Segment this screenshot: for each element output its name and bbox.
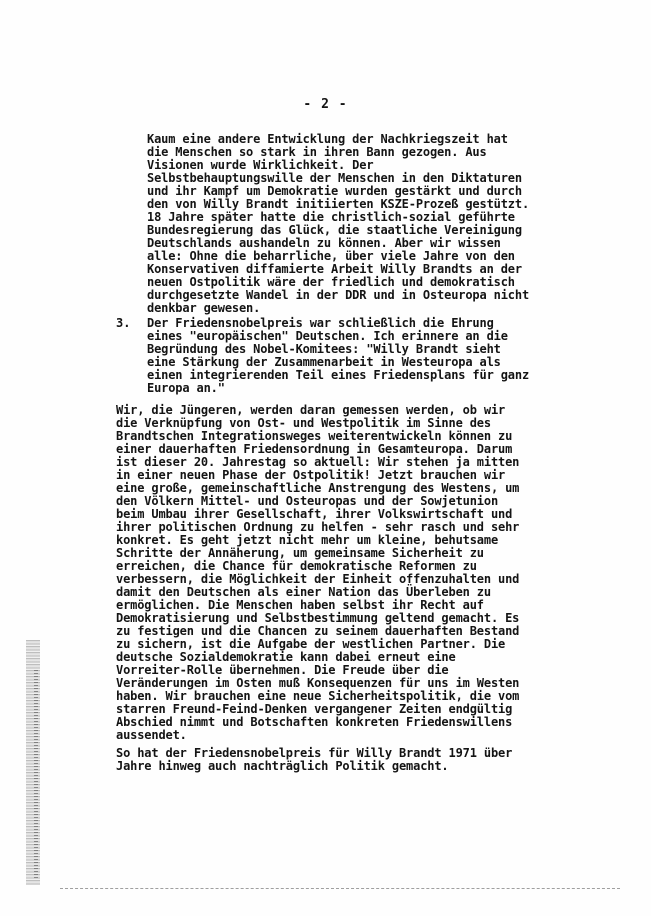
- binding-edge-marks: [34, 670, 38, 880]
- item-number: 3.: [116, 316, 131, 330]
- text-line: und ihr Kampf um Demokratie wurden gestärkt und durch: [147, 184, 522, 198]
- text-line: einer dauerhaften Friedensordnung in Gesamteuropa. Darum: [116, 442, 513, 456]
- text-line: deutsche Sozialdemokratie kann dabei erneut eine: [116, 650, 456, 664]
- text-line: den Völkern Mittel- und Osteuropas und der Sowjetunion: [116, 494, 499, 508]
- text-line: 18 Jahre später hatte die christlich-sozial geführte: [147, 210, 515, 224]
- text-line: den von Willy Brandt initiierten KSZE-Prozeß gestützt.: [147, 197, 530, 211]
- text-line: damit den Deutschen als einer Nation das Überleben zu: [116, 585, 491, 599]
- text-line: beim Umbau ihrer Gesellschaft, ihrer Volkswirtschaft und: [116, 507, 513, 521]
- text-line: Deutschlands aushandeln zu können. Aber wir wissen: [147, 236, 501, 250]
- text-line: haben. Wir brauchen eine neue Sicherheitspolitik, die vom: [116, 689, 520, 703]
- text-line: Visionen wurde Wirklichkeit. Der: [147, 158, 374, 172]
- text-line: Veränderungen im Osten muß Konsequenzen für uns im Westen: [116, 676, 520, 690]
- text-line: Europa an.": [147, 381, 225, 395]
- text-line: ihrer politischen Ordnung zu helfen - sehr rasch und sehr: [116, 520, 520, 534]
- text-line: alle: Ohne die beharrliche, über viele Jahre von den: [147, 249, 515, 263]
- text-line: zu sichern, ist die Aufgabe der westlichen Partner. Die: [116, 637, 506, 651]
- text-line: neuen Ostpolitik wäre der friedlich und demokratisch: [147, 275, 515, 289]
- text-line: ist dieser 20. Jahrestag so aktuell: Wir stehen ja mitten: [116, 455, 520, 469]
- text-line: Demokratisierung und Selbstbestimmung geltend gemacht. Es: [116, 611, 520, 625]
- text-line: Schritte der Annäherung, um gemeinsame Sicherheit zu: [116, 546, 484, 560]
- text-line: in einer neuen Phase der Ostpolitik! Jetzt brauchen wir: [116, 468, 506, 482]
- text-line: Brandtschen Integrationsweges weiterentwickeln können zu: [116, 429, 513, 443]
- page-number: - 2 -: [303, 97, 348, 112]
- text-line: Jahre hinweg auch nachträglich Politik gemacht.: [116, 759, 449, 773]
- text-line: ermöglichen. Die Menschen haben selbst ihr Recht auf: [116, 598, 484, 612]
- text-line: eine Stärkung der Zusammenarbeit in Westeuropa als: [147, 355, 501, 369]
- text-line: eine große, gemeinschaftliche Anstrengung des Westens, um: [116, 481, 520, 495]
- text-line: konkret. Es geht jetzt nicht mehr um kleine, behutsame: [116, 533, 499, 547]
- text-line: Der Friedensnobelpreis war schließlich die Ehrung: [147, 316, 494, 330]
- text-line: einen integrierenden Teil eines Friedensplans für ganz: [147, 368, 530, 382]
- text-line: Selbstbehauptungswille der Menschen in den Diktaturen: [147, 171, 522, 185]
- text-line: durchgesetzte Wandel in der DDR und in Osteuropa nicht: [147, 288, 530, 302]
- text-line: Vorreiter-Rolle übernehmen. Die Freude über die: [116, 663, 449, 677]
- scan-edge-line: [60, 888, 620, 889]
- text-line: Begründung des Nobel-Komitees: "Willy Brandt sieht: [147, 342, 501, 356]
- text-line: denkbar gewesen.: [147, 301, 261, 315]
- text-line: eines "europäischen" Deutschen. Ich erinnere an die: [147, 329, 508, 343]
- text-line: Bundesregierung das Glück, die staatliche Vereinigung: [147, 223, 522, 237]
- text-line: Wir, die Jüngeren, werden daran gemessen werden, ob wir: [116, 403, 506, 417]
- text-line: aussendet.: [116, 728, 187, 742]
- text-line: Konservativen diffamierte Arbeit Willy Brandts an der: [147, 262, 522, 276]
- text-line: Abschied nimmt und Botschaften konkreten Friedenswillens: [116, 715, 513, 729]
- text-line: So hat der Friedensnobelpreis für Willy Brandt 1971 über: [116, 746, 513, 760]
- text-line: Kaum eine andere Entwicklung der Nachkriegszeit hat: [147, 132, 508, 146]
- text-line: verbessern, die Möglichkeit der Einheit offenzuhalten und: [116, 572, 520, 586]
- text-line: die Menschen so stark in ihren Bann gezogen. Aus: [147, 145, 487, 159]
- text-line: starren Freund-Feind-Denken vergangener Zeiten endgültig: [116, 702, 513, 716]
- text-line: die Verknüpfung von Ost- und Westpolitik im Sinne des: [116, 416, 491, 430]
- text-line: erreichen, die Chance für demokratische Reformen zu: [116, 559, 477, 573]
- text-line: zu festigen und die Chancen zu seinem dauerhaften Bestand: [116, 624, 520, 638]
